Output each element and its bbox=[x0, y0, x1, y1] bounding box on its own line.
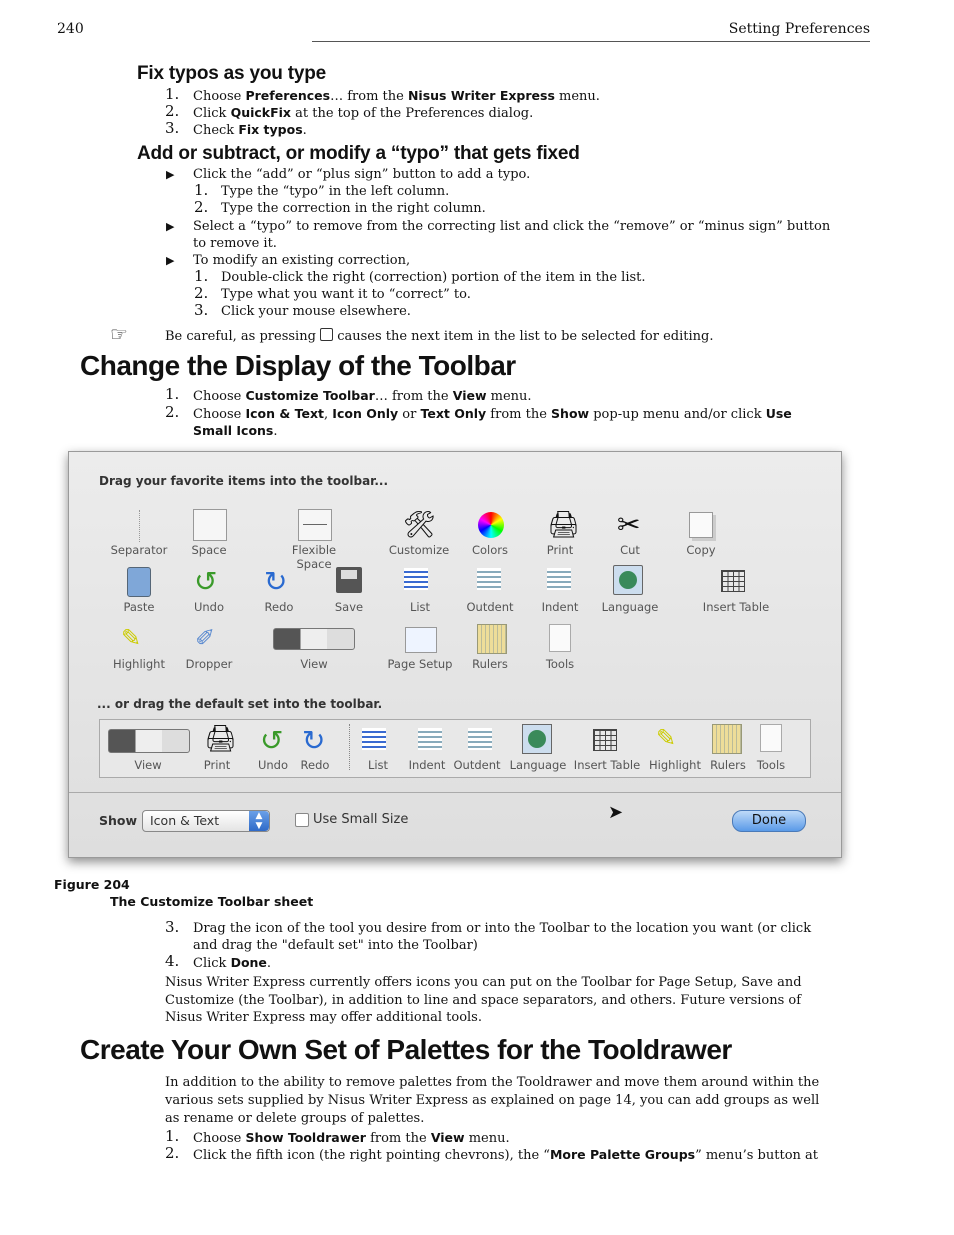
show-popup-value: Icon & Text bbox=[150, 813, 220, 828]
indent-icon bbox=[418, 728, 442, 750]
outdent-icon bbox=[468, 728, 492, 750]
step-number: 2. bbox=[165, 403, 180, 421]
step-number: 3. bbox=[165, 918, 180, 936]
step-number: 1. bbox=[165, 1127, 180, 1145]
add-substep-2: Type the correction in the right column. bbox=[221, 201, 486, 216]
modify-substep-2: Type what you want it to “correct” to. bbox=[221, 287, 471, 302]
show-popup[interactable] bbox=[142, 810, 270, 832]
tool-label: Customize bbox=[388, 543, 450, 557]
step-number: 2. bbox=[194, 198, 209, 216]
indent-icon[interactable] bbox=[547, 568, 571, 590]
rulers-icon bbox=[712, 724, 742, 754]
tab-key-icon bbox=[320, 328, 333, 341]
tool-label: Copy bbox=[686, 543, 716, 557]
tool-label: Paste bbox=[123, 600, 155, 614]
heading-fix-typos: Fix typos as you type bbox=[137, 63, 327, 84]
space-icon[interactable] bbox=[193, 509, 227, 541]
palettes-step-2: Click the fifth icon (the right pointing chevrons), the “More Palette Groups” menu’s button at bbox=[193, 1147, 819, 1163]
header-rule bbox=[312, 41, 870, 42]
language-icon bbox=[522, 724, 552, 754]
use-small-size-checkbox[interactable] bbox=[295, 813, 309, 827]
bullet-triangle-icon: ▶ bbox=[166, 254, 175, 267]
view-segmented-icon bbox=[108, 729, 190, 753]
tool-label: Dropper bbox=[185, 657, 233, 671]
page-setup-icon[interactable] bbox=[405, 627, 437, 653]
fix-step-3: Check Fix typos. bbox=[193, 122, 307, 138]
step-number: 1. bbox=[194, 181, 209, 199]
toolbar-step-4: Click Done. bbox=[193, 955, 272, 971]
step-number: 3. bbox=[165, 119, 180, 137]
figure-caption: The Customize Toolbar sheet bbox=[110, 894, 314, 909]
palettes-step-1: Choose Show Tooldrawer from the View menu. bbox=[193, 1130, 510, 1146]
view-segmented-icon[interactable] bbox=[273, 628, 355, 650]
customize-icon[interactable]: 🛠 bbox=[403, 510, 437, 540]
heading-add-typo: Add or subtract, or modify a “typo” that gets fixed bbox=[137, 143, 580, 164]
tool-label: Insert Table bbox=[702, 600, 770, 614]
toolbar-step-3: Drag the icon of the tool you desire from or into the Toolbar to the location you want (or click bbox=[193, 921, 812, 936]
para-line: Nisus Writer Express currently offers icons you can put on the Toolbar for Page Setup, Save and bbox=[165, 975, 802, 990]
use-small-size-label: Use Small Size bbox=[313, 812, 409, 827]
default-label: Undo bbox=[257, 758, 289, 772]
default-label: Tools bbox=[756, 758, 786, 772]
bullet-triangle-icon: ▶ bbox=[166, 220, 175, 233]
tool-label: Colors bbox=[471, 543, 509, 557]
save-icon[interactable] bbox=[336, 567, 362, 593]
add-bullet-3: To modify an existing correction, bbox=[193, 253, 411, 268]
para-line: as rename or delete groups of palettes. bbox=[165, 1111, 425, 1126]
insert-table-icon[interactable] bbox=[721, 570, 745, 592]
drag-favorites-title: Drag your favorite items into the toolbar... bbox=[99, 474, 389, 488]
paste-icon[interactable] bbox=[127, 567, 151, 597]
popup-arrows-icon: ▲ ▼ bbox=[249, 811, 269, 831]
cut-icon[interactable]: ✂ bbox=[617, 508, 641, 541]
default-label: Rulers bbox=[710, 758, 746, 772]
tool-label: Redo bbox=[264, 600, 294, 614]
toolbar-step-1: Choose Customize Toolbar… from the View menu. bbox=[193, 388, 532, 404]
dropper-icon[interactable]: ✐ bbox=[195, 624, 216, 652]
redo-icon[interactable]: ↻ bbox=[264, 565, 288, 598]
default-set-title: ... or drag the default set into the toolbar. bbox=[97, 697, 383, 711]
figure-label: Figure 204 bbox=[54, 877, 130, 892]
outdent-icon[interactable] bbox=[477, 568, 501, 590]
add-substep-1: Type the “typo” in the left column. bbox=[221, 184, 450, 199]
tool-label: Page Setup bbox=[387, 657, 453, 671]
separator-icon[interactable] bbox=[139, 510, 141, 542]
tool-label: Highlight bbox=[113, 657, 165, 671]
redo-icon: ↻ bbox=[302, 724, 326, 757]
tool-label: Print bbox=[546, 543, 574, 557]
flexible-space-icon[interactable] bbox=[298, 509, 332, 541]
done-button[interactable]: Done bbox=[732, 810, 806, 832]
tool-label: Separator bbox=[110, 543, 168, 557]
para-line: In addition to the ability to remove palettes from the Tooldrawer and move them around within the bbox=[165, 1075, 820, 1090]
tool-label: List bbox=[409, 600, 431, 614]
para-line: various sets supplied by Nisus Writer Express as explained on page 14, you can add groups as well bbox=[165, 1093, 820, 1108]
customize-toolbar-sheet bbox=[68, 451, 842, 858]
mouse-cursor-icon: ➤ bbox=[608, 802, 624, 823]
para-line: Nisus Writer Express may offer additional tools. bbox=[165, 1010, 482, 1025]
bullet-triangle-icon: ▶ bbox=[166, 168, 175, 181]
add-bullet-1: Click the “add” or “plus sign” button to add a typo. bbox=[193, 167, 531, 182]
running-header: Setting Preferences bbox=[728, 21, 870, 37]
add-bullet-2: Select a “typo” to remove from the correcting list and click the “remove” or “minus sign” button bbox=[193, 219, 831, 234]
heading-palettes: Create Your Own Set of Palettes for the Tooldrawer bbox=[80, 1034, 732, 1065]
toolbar-step-2: Choose Icon & Text, Icon Only or Text Only from the Show pop-up menu and/or click Use bbox=[193, 406, 792, 422]
highlight-icon[interactable]: ✎ bbox=[121, 624, 142, 652]
tool-label: Rulers bbox=[472, 657, 508, 671]
heading-toolbar: Change the Display of the Toolbar bbox=[80, 350, 516, 381]
default-label: List bbox=[367, 758, 389, 772]
tool-label: Flexible Space bbox=[291, 543, 337, 571]
default-label: View bbox=[134, 758, 162, 772]
pointing-hand-icon: ☞ bbox=[110, 322, 128, 346]
fix-step-1: Choose Preferences… from the Nisus Writer Express menu. bbox=[193, 88, 600, 104]
default-set-bar[interactable] bbox=[99, 719, 811, 778]
print-icon: 🖨 bbox=[204, 724, 238, 754]
add-bullet-2-cont: to remove it. bbox=[193, 236, 277, 251]
step-number: 2. bbox=[194, 284, 209, 302]
default-label: Outdent bbox=[453, 758, 501, 772]
toolbar-step-2-cont: Small Icons. bbox=[193, 423, 278, 439]
rulers-icon[interactable] bbox=[477, 624, 507, 654]
language-icon[interactable] bbox=[613, 565, 643, 595]
tool-label: Save bbox=[334, 600, 364, 614]
default-label: Highlight bbox=[649, 758, 701, 772]
tool-label: Language bbox=[601, 600, 659, 614]
tool-label: Outdent bbox=[466, 600, 514, 614]
print-icon[interactable]: 🖨 bbox=[547, 510, 581, 540]
tools-icon[interactable] bbox=[549, 624, 571, 652]
default-label: Redo bbox=[300, 758, 330, 772]
step-number: 4. bbox=[165, 952, 180, 970]
list-icon bbox=[362, 728, 386, 750]
tool-label: Undo bbox=[193, 600, 225, 614]
tool-label: Space bbox=[191, 543, 227, 557]
toolbar-step-3-cont: and drag the "default set" into the Toolbar) bbox=[193, 938, 478, 953]
step-number: 3. bbox=[194, 301, 209, 319]
default-label: Indent bbox=[408, 758, 446, 772]
step-number: 1. bbox=[165, 385, 180, 403]
default-label: Insert Table bbox=[573, 758, 641, 772]
page-number: 240 bbox=[57, 21, 84, 37]
default-label: Language bbox=[509, 758, 567, 772]
modify-substep-3: Click your mouse elsewhere. bbox=[221, 304, 411, 319]
tool-label: Cut bbox=[620, 543, 640, 557]
step-number: 1. bbox=[194, 267, 209, 285]
modify-substep-1: Double-click the right (correction) portion of the item in the list. bbox=[221, 270, 646, 285]
tool-label: Tools bbox=[545, 657, 575, 671]
tools-icon bbox=[760, 724, 782, 752]
undo-icon: ↺ bbox=[260, 724, 284, 757]
fix-step-2: Click QuickFix at the top of the Preferences dialog. bbox=[193, 105, 534, 121]
undo-icon[interactable]: ↺ bbox=[194, 565, 218, 598]
insert-table-icon bbox=[593, 729, 617, 751]
highlight-icon: ✎ bbox=[656, 724, 677, 752]
step-number: 2. bbox=[165, 102, 180, 120]
step-number: 2. bbox=[165, 1144, 180, 1162]
para-line: Customize (the Toolbar), in addition to line and space separators, and others. Future versions of bbox=[165, 993, 802, 1008]
tool-label: View bbox=[300, 657, 328, 671]
copy-icon[interactable] bbox=[689, 512, 713, 538]
show-label: Show bbox=[99, 813, 138, 828]
sheet-divider bbox=[69, 792, 841, 793]
default-label: Print bbox=[203, 758, 231, 772]
step-number: 1. bbox=[165, 85, 180, 103]
list-icon[interactable] bbox=[404, 568, 428, 590]
note-text: Be careful, as pressing causes the next item in the list to be selected for editing. bbox=[165, 329, 714, 344]
colors-icon[interactable] bbox=[478, 512, 504, 538]
tool-label: Indent bbox=[541, 600, 579, 614]
